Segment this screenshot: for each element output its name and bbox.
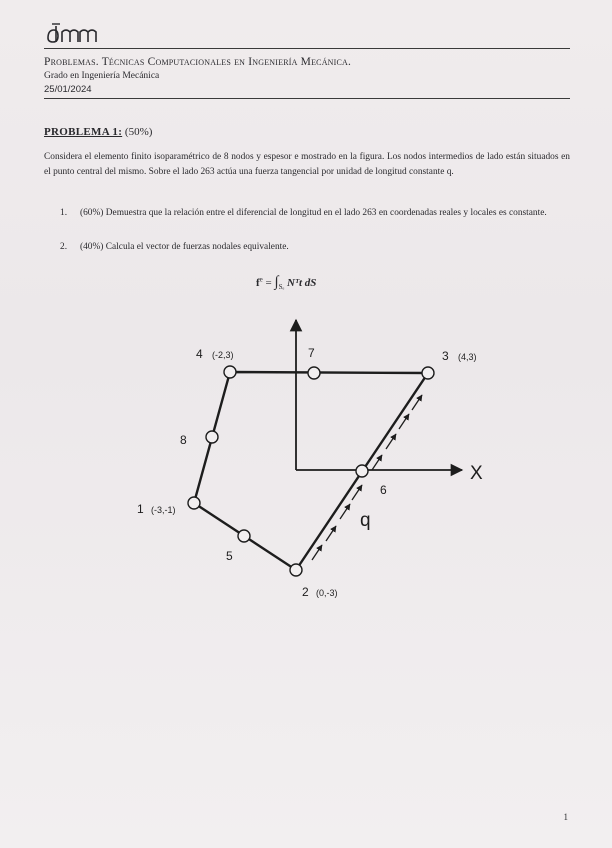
problem-statement: Considera el elemento finito isoparamétrico de 8 nodos y espesor e mostrado en la figura. Los nodos intermedios de lado están situados en el punto central del mismo. Sobre el lado 263 actúa una fuerza tangencial por unidad de longitud constante q. xyxy=(44,152,570,177)
load-arrow xyxy=(340,504,350,519)
node-6 xyxy=(356,465,368,477)
question-number: 2. xyxy=(60,242,68,252)
load-arrow xyxy=(372,455,382,470)
formula-sub: Sₑ xyxy=(278,283,285,292)
load-arrow xyxy=(352,485,362,500)
load-arrow xyxy=(386,434,396,449)
load-arrow xyxy=(326,526,336,541)
node-5 xyxy=(238,530,250,542)
node-coord: (4,3) xyxy=(458,352,477,362)
formula-eq: = xyxy=(262,277,275,289)
node-label: 8 xyxy=(180,433,187,447)
node-label: 5 xyxy=(226,549,233,563)
load-label: q xyxy=(360,510,371,531)
course-title: Problemas. Técnicas Computacionales en Ingeniería Mecánica. xyxy=(44,56,352,68)
load-arrow xyxy=(399,414,409,429)
load-arrow xyxy=(412,395,422,410)
node-4 xyxy=(224,366,236,378)
formula-rhs: Nᵀt dS xyxy=(287,277,317,289)
problem-weight: (50%) xyxy=(124,126,153,138)
node-2 xyxy=(290,564,302,576)
page-number: 1 xyxy=(563,812,568,822)
tangential-load-arrows xyxy=(312,395,422,560)
node-label: 2 xyxy=(302,585,309,599)
node-1 xyxy=(188,497,200,509)
formula-sup: e xyxy=(259,275,263,284)
node-label: 6 xyxy=(380,483,387,497)
node-coord: (-3,-1) xyxy=(151,505,176,515)
question-text: (40%) Calcula el vector de fuerzas nodales equivalente. xyxy=(80,242,289,252)
node-coord: (0,-3) xyxy=(316,588,338,598)
exam-date: 25/01/2024 xyxy=(44,84,92,95)
node-label: 7 xyxy=(308,346,315,360)
node-coord: (-2,3) xyxy=(212,350,234,360)
element-outline xyxy=(194,372,428,570)
node-label: 3 xyxy=(442,349,449,363)
node-8 xyxy=(206,431,218,443)
question-text: (60%) Demuestra que la relación entre el diferencial de longitud en el lado 263 en coordenadas reales y locales es constante. xyxy=(80,208,547,218)
degree-name: Grado en Ingeniería Mecánica xyxy=(44,71,160,81)
x-axis-label: X xyxy=(470,463,483,484)
node-7 xyxy=(308,367,320,379)
node-label: 1 xyxy=(137,502,144,516)
load-arrow xyxy=(312,545,322,560)
problem-title: PROBLEMA 1: xyxy=(44,126,123,138)
node-label: 4 xyxy=(196,347,203,361)
question-number: 1. xyxy=(60,208,68,218)
formula-lhs: f xyxy=(256,277,260,289)
node-3 xyxy=(422,367,434,379)
formula-integral: ∫ xyxy=(274,274,279,290)
